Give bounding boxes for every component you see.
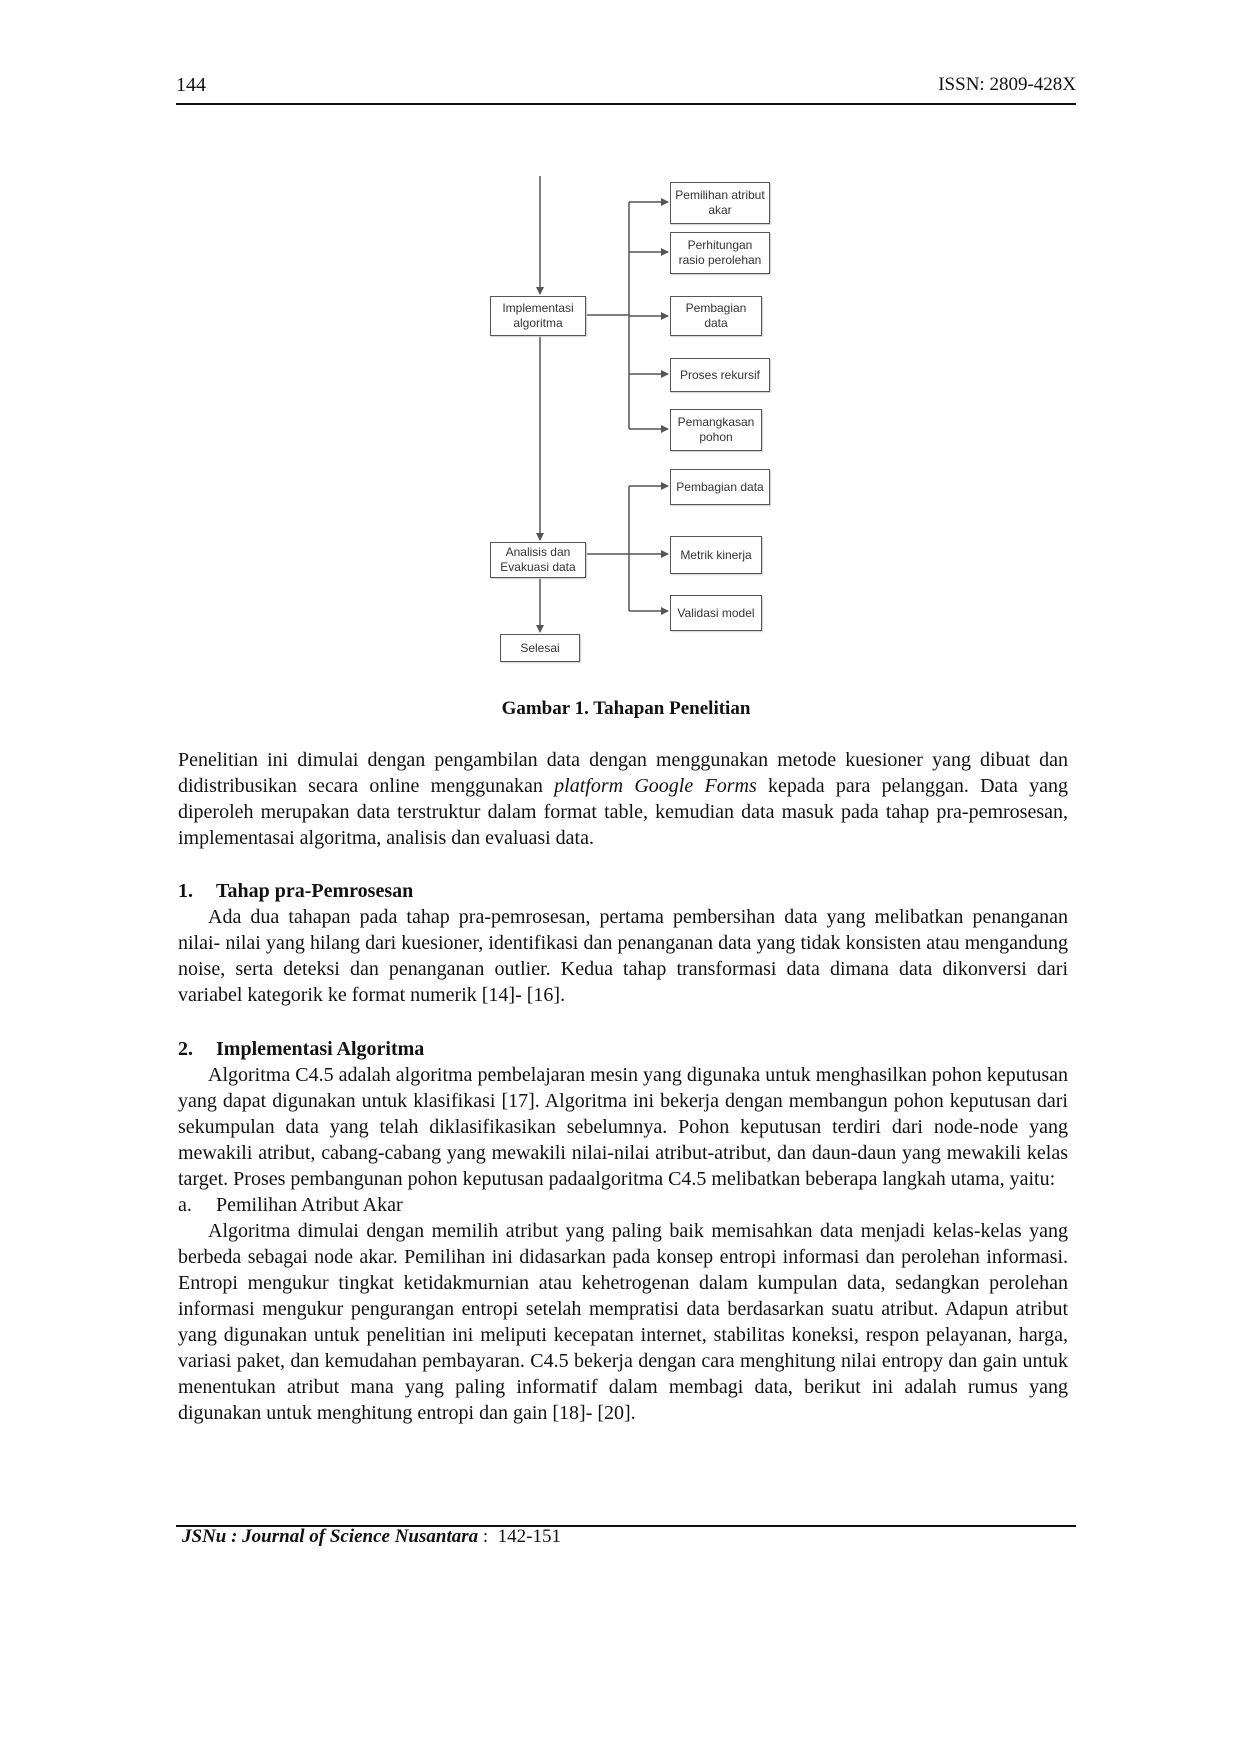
footer-separator: :: [478, 1526, 498, 1547]
section-2-number: 2.: [178, 1038, 193, 1060]
subsection-a-body: Algoritma dimulai dengan memilih atribut yang paling baik memisahkan data menjadi kelas-kelas yang berbeda sebagai node akar. Pemilihan ini didasarkan pada konsep entropi informasi dan perolehan informasi. Entropi mengukur tingkat ketidakmurnian atau kehetrogenan dalam kumpulan data, sedangkan perolehan informasi mengukur pengurangan entropi setelah mempratisi data berdasarkan suatu atribut. Adapun atribut yang digunakan untuk penelitian ini meliputi kecepatan internet, stabilitas koneksi, respon pelayanan, harga, variasi paket, dan kemudahan pembayaran. C4.5 bekerja dengan cara menghitung nilai entropy dan gain untuk menentukan atribut mana yang paling informatif dalam membagi data, berikut ini adalah rumus yang digunakan untuk menghitung entropi dan gain [18]- [20].: [178, 1220, 1068, 1424]
section-1-heading: [178, 878, 1068, 904]
section-2-title: Implementasi Algoritma: [216, 1038, 425, 1060]
header-rule: [176, 103, 1076, 105]
page-number: 144: [176, 74, 206, 96]
page-footer: [182, 1526, 561, 1548]
section-1-number: 1.: [178, 880, 193, 902]
box-pembagian-data: Pembagian data: [670, 469, 770, 505]
research-stages-flowchart: [470, 168, 790, 668]
page-header: [176, 74, 1076, 104]
intro-paragraph: [178, 747, 1068, 851]
box-analisis-evaluasi: Analisis dan Evakuasi data: [490, 542, 586, 578]
subsection-a-title: Pemilihan Atribut Akar: [216, 1194, 403, 1216]
subsection-a-heading: [178, 1192, 1068, 1218]
box-pemangkasan-pohon: Pemangkasan pohon: [670, 409, 762, 451]
section-2-heading: [178, 1036, 1068, 1062]
box-pemilihan-atribut-akar: Pemilihan atribut akar: [670, 182, 770, 224]
box-perhitungan-rasio: Perhitungan rasio perolehan: [670, 232, 770, 274]
figure-caption: Gambar 1. Tahapan Penelitian: [501, 698, 751, 719]
box-validasi-model: Validasi model: [670, 595, 762, 631]
footer-pages: 142-151: [497, 1526, 561, 1547]
box-implementasi-algoritma: Implementasi algoritma: [490, 296, 586, 336]
section-1-title: Tahap pra-Pemrosesan: [216, 880, 414, 902]
intro-paragraph-block: [178, 747, 1068, 851]
intro-text-before: Penelitian ini dimulai dengan pengambilan data dengan menggunakan metode kuesioner yang dibuat dan didistribusikan secara online menggunakan: [178, 749, 1068, 797]
subsection-a-number: a.: [178, 1194, 192, 1216]
issn-label: ISSN: 2809-428X: [938, 74, 1076, 95]
section-2-body: Algoritma C4.5 adalah algoritma pembelajaran mesin yang digunaka untuk menghasilkan pohon keputusan yang dapat digunakan untuk klasifikasi [17]. Algoritma ini bekerja dengan membangun pohon keputusan dari sekumpulan data yang telah diklasifikasikan sebelumnya. Pohon keputusan terdiri dari node-node yang mewakili atribut, cabang-cabang yang mewakili nilai-nilai atribut-atribut, dan daun-daun yang mewakili kelas target. Proses pembangunan pohon keputusan padaalgoritma C4.5 melibatkan beberapa langkah utama, yaitu:: [178, 1064, 1068, 1190]
box-proses-rekursif: Proses rekursif: [670, 358, 770, 392]
box-pembagian: Pembagian data: [670, 296, 762, 336]
section-1-body: Ada dua tahapan pada tahap pra-pemrosesan, pertama pembersihan data yang melibatkan penanganan nilai- nilai yang hilang dari kuesioner, identifikasi dan penanganan data yang tidak konsisten atau mengandung noise, serta deteksi dan penanganan outlier. Kedua tahap transformasi data dimana data dikonversi dari variabel kategorik ke format numerik [14]- [16].: [178, 906, 1068, 1006]
section-2: [178, 1036, 1068, 1426]
box-metrik-kinerja: Metrik kinerja: [670, 536, 762, 574]
intro-text-after: kepada para pelanggan. Data yang diperoleh merupakan data terstruktur dalam format table, kemudian data masuk pada tahap pra-pemrosesan, implementasai algoritma, analisis dan evaluasi data.: [178, 775, 1069, 849]
journal-name: JSNu : Journal of Science Nusantara: [182, 1526, 479, 1547]
section-1: [178, 878, 1068, 1008]
intro-text-italic: platform Google Forms: [554, 775, 757, 797]
box-selesai: Selesai: [500, 634, 580, 662]
